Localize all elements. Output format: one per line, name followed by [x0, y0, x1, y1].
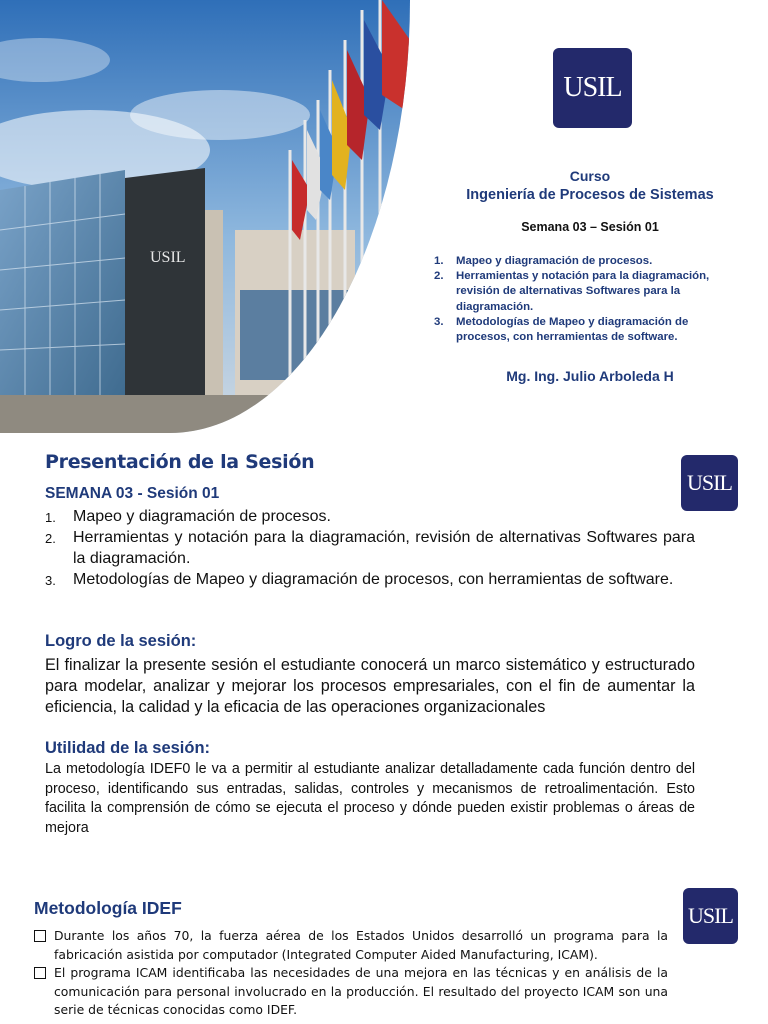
list-item: Durante los años 70, la fuerza aérea de los Estados Unidos desarrolló un programa para la fabricación asistida por computador (Integrated Computer Aided Manufacturing, ICAM).: [34, 927, 668, 964]
campus-photo: [0, 0, 410, 433]
svg-text:USIL: USIL: [150, 249, 186, 266]
presentation-slide: [0, 442, 768, 862]
checkbox-bullet-icon: [34, 930, 46, 942]
slide-title: Metodología IDEF: [34, 898, 182, 918]
slide-title: Presentación de la Sesión: [45, 451, 315, 473]
idef-slide: [0, 880, 768, 1024]
session-label: SEMANA 03 - Sesión 01: [45, 485, 220, 502]
list-item: 2. Herramientas y notación para la diagramación, revisión de alternativas Softwares para la diagramación.: [45, 529, 695, 567]
list-item: 3. Metodologías de Mapeo y diagramación de procesos, con herramientas de software.: [45, 571, 674, 588]
course-name: Ingeniería de Procesos de Sistemas: [466, 187, 714, 203]
author-name: Mg. Ing. Julio Arboleda H: [506, 368, 674, 384]
bullet-list: [34, 927, 668, 1020]
campus-building-image: [0, 0, 410, 433]
utilidad-text: La metodología IDEF0 le va a permitir al estudiante analizar detalladamente cada función dentro del proceso, identificando sus entradas, salidas, controles y mecanismos de retroalimentación. Esto facilita la comprensión de cómo se ejecuta el proceso y dónde pueden existir problemas o áreas de mejora: [45, 761, 695, 836]
course-label: Curso: [569, 168, 611, 184]
checkbox-bullet-icon: [34, 967, 46, 979]
session-label: Semana 03 – Sesión 01: [521, 220, 659, 234]
utilidad-heading: Utilidad de la sesión:: [45, 739, 211, 757]
usil-logo: USIL: [681, 455, 738, 511]
list-item: 1. Mapeo y diagramación de procesos.: [45, 508, 331, 525]
usil-logo: USIL: [553, 48, 632, 128]
usil-logo: USIL: [683, 888, 738, 944]
list-item: El programa ICAM identificaba las necesidades de una mejora en las técnicas y en análisis de la comunicación para personal involucrado en la producción. El resultado del proyecto ICAM son una serie de técnicas conocidas como IDEF.: [34, 964, 668, 1020]
logro-heading: Logro de la sesión:: [45, 632, 197, 650]
list-item: 2. Herramientas y notación para la diagramación, revisión de alternativas Softwares para la diagramación.: [434, 270, 710, 313]
logro-text: El finalizar la presente sesión el estudiante conocerá un marco sistemático y estructurado para modelar, analizar y mejorar los procesos empresariales, con el fin de aumentar la eficiencia, la calidad y la eficacia de las operaciones organizacionales: [45, 656, 695, 716]
cover-topic-list: [434, 254, 744, 345]
topic-list: [45, 506, 695, 590]
cover-slide: [0, 0, 768, 433]
list-item: 3. Metodologías de Mapeo y diagramación de procesos, con herramientas de software.: [434, 315, 689, 344]
list-item: 1. Mapeo y diagramación de procesos.: [434, 255, 653, 267]
